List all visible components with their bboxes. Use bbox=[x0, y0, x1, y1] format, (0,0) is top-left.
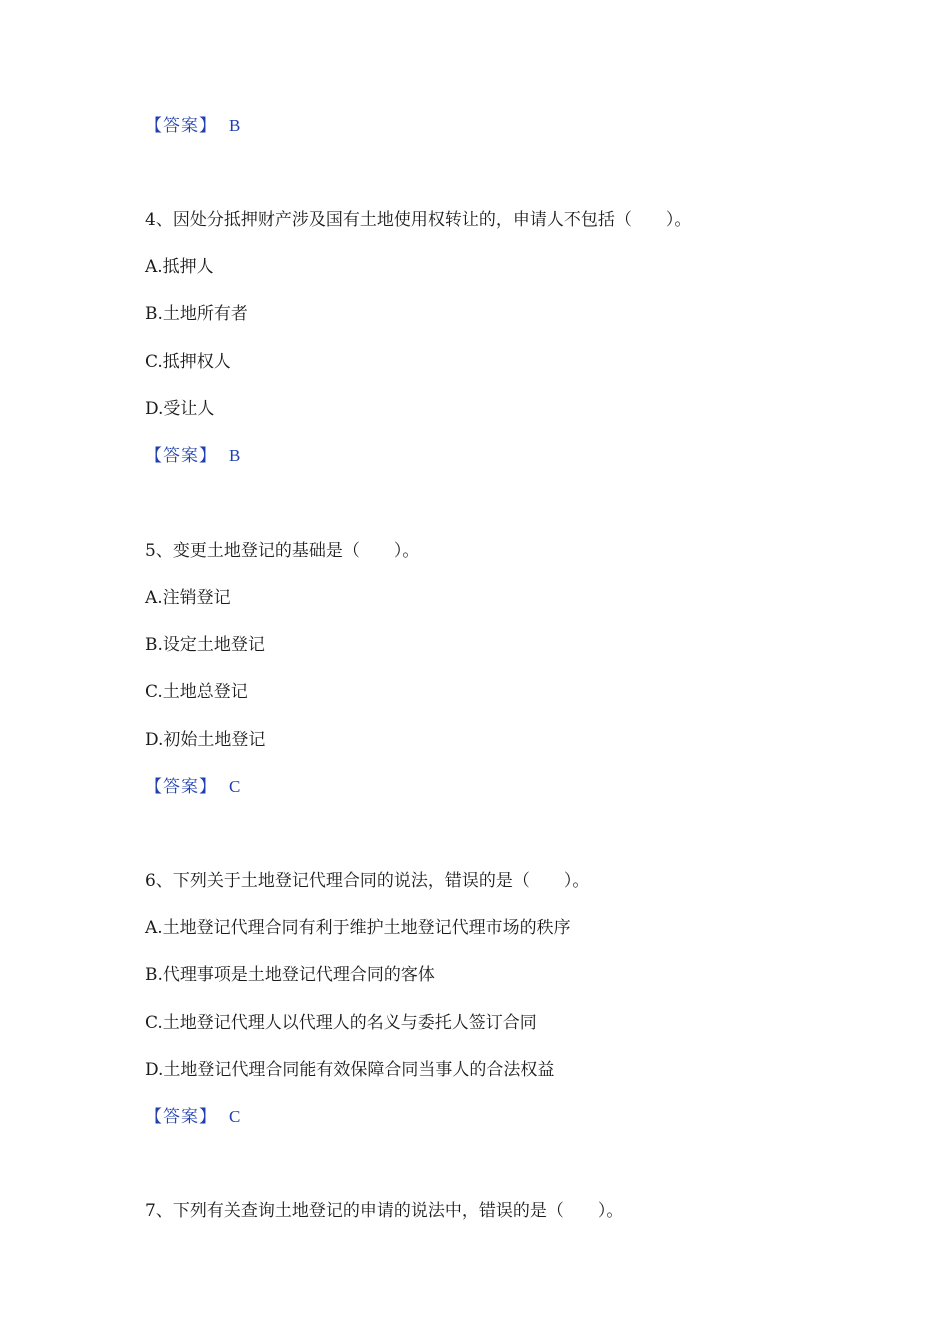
answer-line bbox=[145, 114, 240, 138]
answer-value: C bbox=[229, 1107, 241, 1126]
answer-label: 【答案】 bbox=[145, 116, 217, 136]
answer-value: B bbox=[229, 446, 241, 465]
question-6: 6、下列关于土地登记代理合同的说法，错误的是（ ）。 bbox=[145, 871, 590, 891]
answer-label: 【答案】 bbox=[145, 1107, 217, 1127]
question-5: 5、变更土地登记的基础是（ ）。 bbox=[145, 541, 420, 561]
answer-label: 【答案】 bbox=[145, 777, 217, 797]
question-4-option-a: A.抵押人 bbox=[145, 257, 214, 277]
answer-label: 【答案】 bbox=[145, 446, 217, 466]
question-5-option-d: D.初始土地登记 bbox=[145, 730, 266, 750]
answer-value: B bbox=[229, 116, 241, 135]
question-6-option-d: D.土地登记代理合同能有效保障合同当事人的合法权益 bbox=[145, 1060, 555, 1080]
question-5-option-a: A.注销登记 bbox=[145, 588, 231, 608]
question-5-option-b: B.设定土地登记 bbox=[145, 635, 265, 655]
question-4-option-b: B.土地所有者 bbox=[145, 304, 248, 324]
question-6-option-a: A.土地登记代理合同有利于维护土地登记代理市场的秩序 bbox=[145, 918, 571, 938]
question-5-option-c: C.土地总登记 bbox=[145, 682, 248, 702]
question-5-answer bbox=[145, 775, 240, 799]
question-4-answer bbox=[145, 444, 240, 468]
question-4-option-d: D.受让人 bbox=[145, 399, 215, 419]
question-6-answer bbox=[145, 1105, 240, 1129]
question-7: 7、下列有关查询土地登记的申请的说法中，错误的是（ ）。 bbox=[145, 1201, 624, 1221]
answer-value: C bbox=[229, 777, 241, 796]
question-6-option-c: C.土地登记代理人以代理人的名义与委托人签订合同 bbox=[145, 1013, 537, 1033]
question-4: 4、因处分抵押财产涉及国有土地使用权转让的，申请人不包括（ ）。 bbox=[145, 210, 692, 230]
question-4-option-c: C.抵押权人 bbox=[145, 352, 231, 372]
question-6-option-b: B.代理事项是土地登记代理合同的客体 bbox=[145, 965, 435, 985]
